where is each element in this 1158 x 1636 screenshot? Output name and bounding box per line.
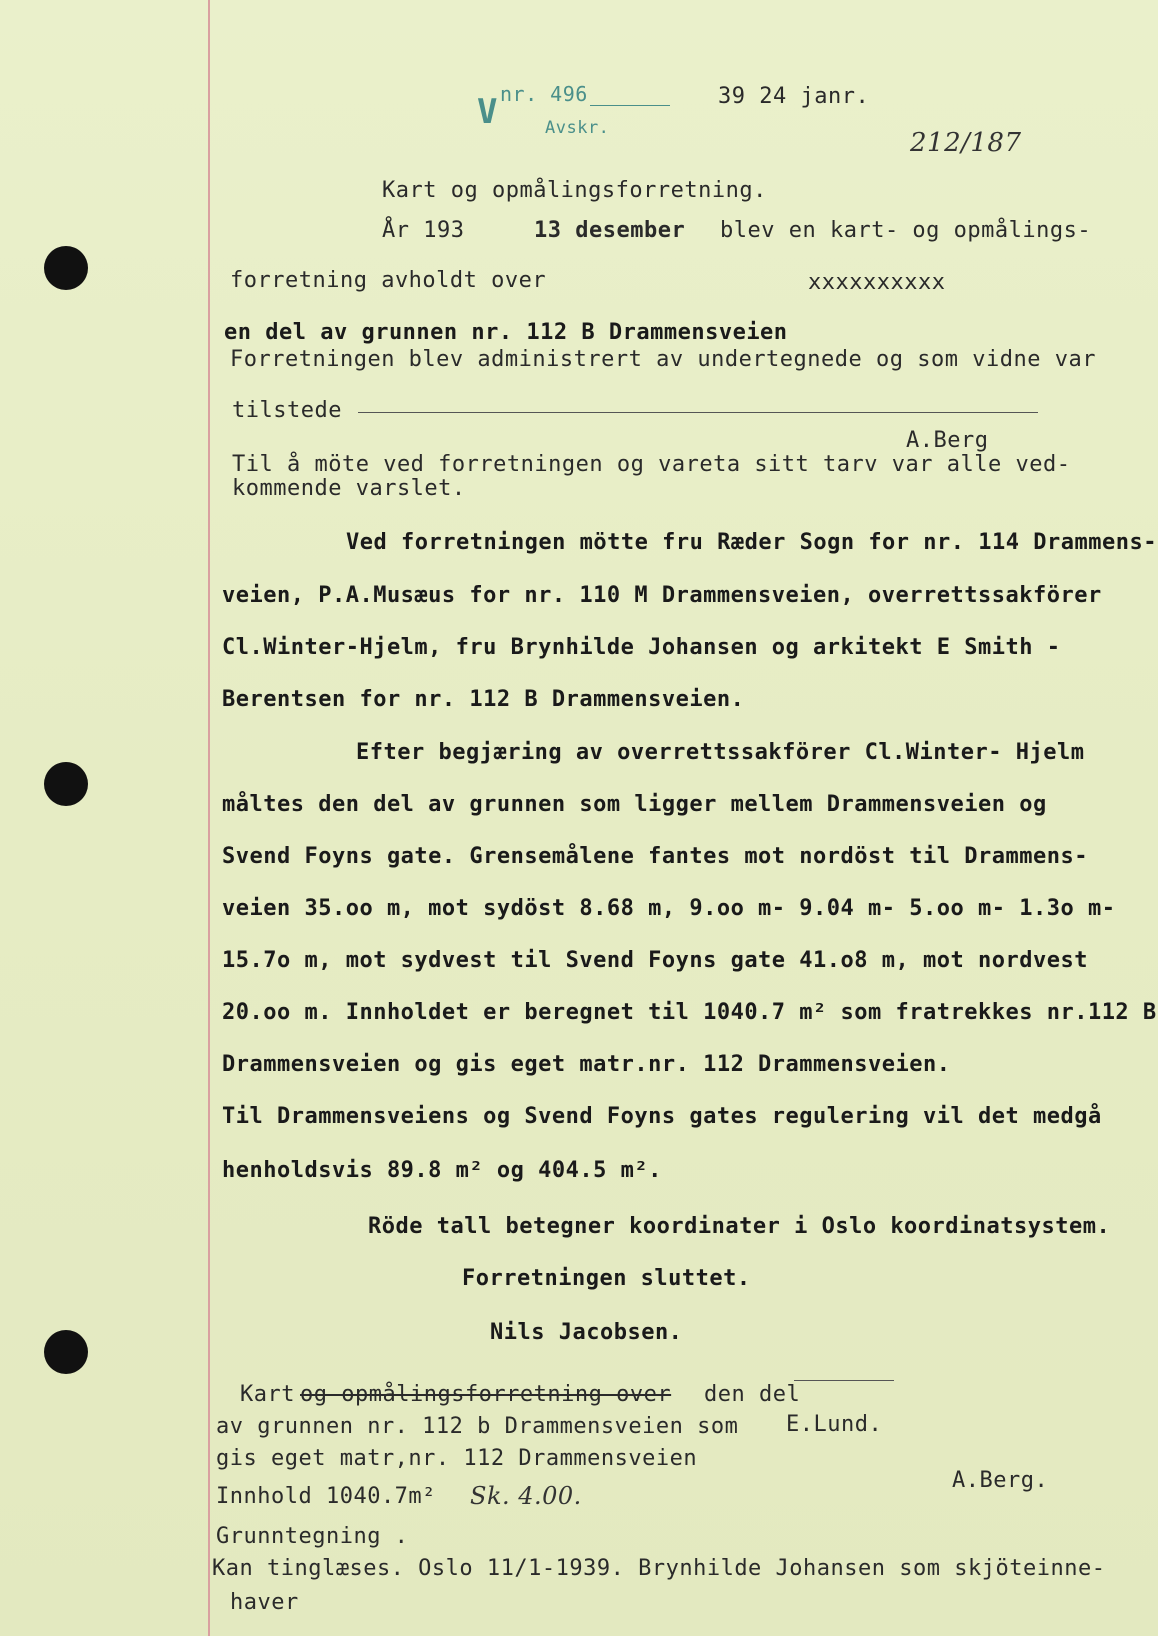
survey-line-5: 15.7o m, mot sydvest til Svend Foyns gate 41.o8 m, mot nordvest [222, 948, 1088, 973]
footer-den-del: den del [704, 1382, 801, 1407]
footer-area: Innhold 1040.7m² [216, 1484, 436, 1509]
attendees-line-4: Berentsen for nr. 112 B Drammensveien. [222, 687, 745, 712]
document-title: Kart og opmålingsforretning. [382, 178, 767, 203]
survey-line-2: måltes den del av grunnen som ligger mellem Drammensveien og [222, 792, 1047, 817]
closing-line: Forretningen sluttet. [462, 1266, 751, 1291]
survey-line-7: Drammensveien og gis eget matr.nr. 112 Drammensveien. [222, 1052, 951, 1077]
present-label: tilstede [232, 398, 342, 423]
signature-rule [794, 1380, 894, 1381]
witness-name: A.Berg [906, 428, 989, 453]
survey-line-1: Efter begjæring av overrettssakförer Cl.Winter- Hjelm [356, 740, 1085, 765]
intro-date: 13 desember [534, 218, 686, 243]
footer-kart: Kart [240, 1382, 295, 1407]
notice-line-1: Til å möte ved forretningen og vareta sitt tarv var alle ved- [232, 452, 1071, 477]
property-line: en del av grunnen nr. 112 B Drammensveien [224, 320, 788, 345]
attendees-line-2: veien, P.A.Musæus for nr. 110 M Drammensveien, overrettssakförer [222, 583, 1102, 608]
margin-rule [208, 0, 210, 1636]
attendees-line-1: Ved forretningen mötte fru Ræder Sogn for nr. 114 Drammens- [346, 530, 1157, 555]
survey-line-3: Svend Foyns gate. Grensemålene fantes mot nordöst til Drammens- [222, 844, 1088, 869]
survey-line-4: veien 35.oo m, mot sydöst 8.68 m, 9.oo m- 9.04 m- 5.oo m- 1.3o m- [222, 896, 1116, 921]
reference-number: 212/187 [910, 128, 1022, 158]
signature-berg: A.Berg. [952, 1468, 1049, 1493]
header-date: 39 24 janr. [718, 84, 870, 109]
stamp-avskr: Avskr. [545, 118, 610, 138]
signer-name: Nils Jacobsen. [490, 1320, 683, 1345]
notice-line-2: kommende varslet. [232, 476, 466, 501]
footer-ground-plan: Grunntegning . [216, 1524, 409, 1549]
punch-hole-middle [44, 762, 88, 806]
punch-hole-bottom [44, 1330, 88, 1374]
footer-struck-text: og opmålingsforretning over [300, 1382, 672, 1407]
stamp-letter: V [477, 92, 498, 132]
intro-year: År 193 [382, 218, 465, 243]
attendees-line-3: Cl.Winter-Hjelm, fru Brynhilde Johansen og arkitekt E Smith - [222, 635, 1061, 660]
signature-lund: E.Lund. [786, 1412, 883, 1437]
survey-line-9: henholdsvis 89.8 m² og 404.5 m². [222, 1158, 662, 1183]
footer-line-2: av grunnen nr. 112 b Drammensveien som [216, 1414, 739, 1439]
present-line [358, 412, 1038, 413]
survey-line-8: Til Drammensveiens og Svend Foyns gates regulering vil det medgå [222, 1104, 1102, 1129]
intro-text: blev en kart- og opmålings- [720, 218, 1092, 243]
footer-line-3: gis eget matr,nr. 112 Drammensveien [216, 1446, 698, 1471]
footer-registration: Kan tinglæses. Oslo 11/1-1939. Brynhilde Johansen som skjöteinne- [212, 1556, 1106, 1581]
coordinates-note: Röde tall betegner koordinater i Oslo koordinatsystem. [368, 1214, 1111, 1239]
stamp-number: nr. 496 [500, 82, 588, 106]
footer-haver: haver [230, 1590, 299, 1615]
footer-handwritten-fee: Sk. 4.00. [470, 1482, 582, 1510]
intro-line-2: forretning avholdt over [230, 268, 547, 293]
crossed-out-x: xxxxxxxxxx [808, 270, 946, 295]
survey-line-6: 20.oo m. Innholdet er beregnet til 1040.7 m² som fratrekkes nr.112 B [222, 1000, 1157, 1025]
stamp-line [590, 105, 670, 106]
punch-hole-top [44, 246, 88, 290]
admin-line: Forretningen blev administrert av undertegnede og som vidne var [230, 347, 1096, 372]
